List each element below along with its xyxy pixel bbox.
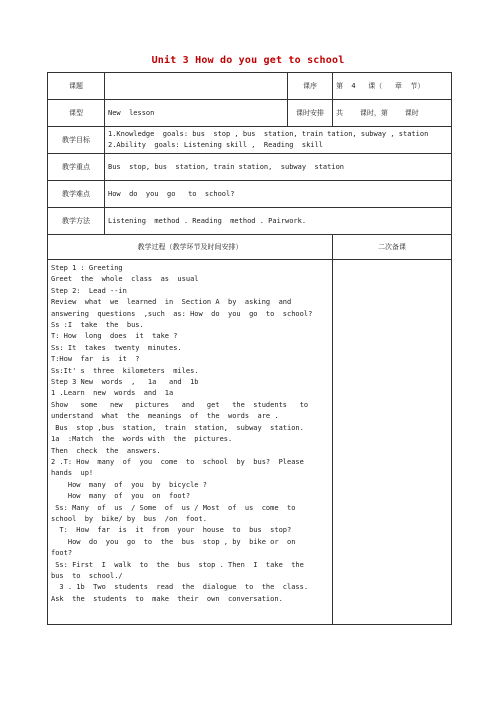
page-title: Unit 3 How do you get to school	[151, 55, 345, 66]
process-line: Ss :I take the bus.	[51, 321, 144, 330]
row-lesson-type	[48, 100, 452, 127]
lesson-order-label: 课序	[288, 73, 333, 100]
row-goals	[48, 127, 452, 154]
key-points-value: Bus stop, bus station, train station, subway station	[105, 154, 452, 181]
row-key-points	[48, 154, 452, 181]
process-line: answering questions ,such as: How do you go to school?	[51, 309, 313, 318]
goals-line-knowledge: 1.Knowledge goals: bus stop , bus station, train tation, subway , station	[108, 130, 429, 138]
process-line: Greet the whole class as usual	[51, 275, 199, 284]
process-line: school by bike/ by bus /on foot.	[51, 514, 207, 523]
topic-value	[105, 73, 288, 100]
method-label: 教学方法	[48, 208, 105, 235]
lesson-type-value: New lesson	[105, 100, 288, 127]
row-method	[48, 208, 452, 235]
schedule-label: 课时安排	[288, 100, 333, 127]
lesson-order-value: 第 4 课（ 章 节）	[333, 73, 452, 100]
process-line: foot?	[51, 549, 73, 558]
difficult-points-value: How do you go to school?	[105, 181, 452, 208]
process-line: Ss:It' s three kilometers miles.	[51, 366, 199, 375]
process-line: Step 1 : Greeting	[51, 264, 123, 272]
method-value: Listening method . Reading method . Pairwork.	[105, 208, 452, 235]
process-line: 2 .T: How many of you come to school by bus? Please	[51, 457, 304, 466]
process-line: How many of you by bicycle ?	[51, 480, 207, 489]
process-line: 3 . 1b Two students read the dialogue to the class.	[51, 583, 309, 592]
process-line: 1a :Match the words with the pictures.	[51, 435, 233, 444]
lesson-plan-table	[47, 72, 452, 625]
lesson-type-label: 课型	[48, 100, 105, 127]
schedule-value: 共 课时，第 课时	[333, 100, 452, 127]
goals-value	[105, 127, 452, 154]
goals-line-ability: 2.Ability goals: Listening skill , Reading skill	[108, 141, 323, 149]
row-topic	[48, 73, 452, 100]
topic-label: 课题	[48, 73, 105, 100]
process-line: bus to school./	[51, 571, 123, 580]
goals-label: 教学目标	[48, 127, 105, 154]
process-line: Show some new pictures and get the students to	[51, 400, 309, 409]
process-line: 1 .Learn new words and 1a	[51, 389, 174, 398]
row-difficult-points	[48, 181, 452, 208]
process-line: T:How far is it ?	[51, 355, 140, 364]
process-line: understand what the meanings of the words are .	[51, 412, 279, 421]
process-line: hands up!	[51, 469, 94, 478]
process-body	[48, 260, 333, 625]
process-line: Step 2: Lead --in	[51, 286, 127, 295]
second-prep-header: 二次备课	[333, 235, 452, 260]
process-line: Ss: First I walk to the bus stop . Then I take the	[51, 560, 304, 569]
difficult-points-label: 教学难点	[48, 181, 105, 208]
process-line: T: How far is it from your house to bus stop?	[51, 526, 292, 535]
process-line: Ask the students to make their own conversation.	[51, 594, 283, 603]
second-prep-body	[333, 260, 452, 625]
process-header-row	[48, 235, 452, 260]
process-line: Ss: It takes twenty minutes.	[51, 343, 182, 352]
process-line: How do you go to the bus stop , by bike or on	[51, 537, 296, 546]
process-line: T: How long does it take ?	[51, 332, 178, 341]
process-line: How many of you on foot?	[51, 492, 191, 501]
process-line: Bus stop ,bus station, train station, subway station.	[51, 423, 304, 432]
process-header: 教学过程（教学环节及时间安排）	[48, 235, 333, 260]
process-row	[48, 260, 452, 625]
process-lines	[51, 263, 329, 605]
key-points-label: 教学重点	[48, 154, 105, 181]
process-line: Review what we learned in Section A by asking and	[51, 298, 292, 307]
process-line: Then check the answers.	[51, 446, 161, 455]
process-line: Step 3 New words , 1a and 1b	[51, 378, 199, 387]
process-line: Ss: Many of us / Some of us / Most of us come to	[51, 503, 296, 512]
